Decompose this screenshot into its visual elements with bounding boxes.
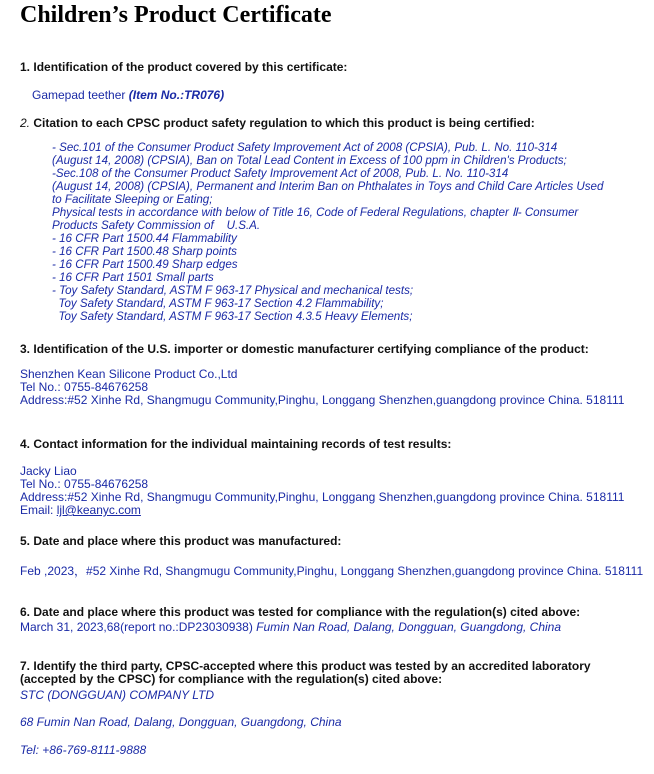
regulation-list [52,141,603,323]
test-info [20,620,561,634]
section-1-number: 1. [20,60,31,74]
test-place: Fumin Nan Road, Dalang, Dongguan, Guangdong, China [256,620,562,634]
section-6-heading [20,605,580,619]
regulation-line: Toy Safety Standard, ASTM F 963-17 Section 4.2 Flammability; [52,297,384,310]
section-2-number: 2. [20,116,31,130]
contact-name: Jacky Liao [20,464,77,478]
contact-email-line [20,504,624,517]
contact-block [20,465,624,517]
section-5-number: 5. [20,534,31,548]
regulation-line: - 16 CFR Part 1500.49 Sharp edges [52,258,238,271]
section-1-heading [20,60,347,74]
manufacture-info: Feb ,2023，#52 Xinhe Rd, Shangmugu Community,Pinghu, Longgang Shenzhen,guangdong province China. 518111 [20,564,644,578]
section-2-title: Citation to each CPSC product safety regulation to which this product is being certified: [33,116,535,130]
section-7-title: Identify the third party, CPSC-accepted where this product was tested by an accredited laboratory [33,659,591,673]
section-6-number: 6. [20,605,31,619]
regulation-line: - Toy Safety Standard, ASTM F 963-17 Physical and mechanical tests; [52,284,414,297]
regulation-line: - 16 CFR Part 1500.48 Sharp points [52,245,237,258]
test-date: March 31, 2023,68(report no.:DP23030938) [20,620,257,634]
section-4-title: Contact information for the individual maintaining records of test results: [33,437,452,451]
contact-tel: Tel No.: 0755-84676258 [20,477,149,491]
page-title: Children’s Product Certificate [20,2,332,28]
importer-company: Shenzhen Kean Silicone Product Co.,Ltd [20,367,238,381]
section-5-heading [20,534,341,548]
importer-tel: Tel No.: 0755-84676258 [20,380,149,394]
importer-block [20,368,624,407]
regulation-line: (August 14, 2008) (CPSIA), Permanent and Interim Ban on Phthalates in Toys and Child Care Articles Used [52,180,604,193]
regulation-line: -Sec.108 of the Consumer Product Safety Improvement Act of 2008, Pub. L. No. 110-314 [52,167,509,180]
section-6-title: Date and place where this product was tested for compliance with the regulation(s) cited above: [33,605,581,619]
regulation-line: to Facilitate Sleeping or Eating; [52,193,213,206]
lab-name: STC (DONGGUAN) COMPANY LTD [20,688,215,702]
regulation-line: Products Safety Commission of U.S.A. [52,219,261,232]
product-name: Gamepad teether [32,88,126,102]
section-1-title: Identification of the product covered by this certificate: [33,60,348,74]
section-1-product [32,88,224,102]
section-3-heading [20,342,589,356]
email-link[interactable]: ljl@keanyc.com [56,503,141,517]
regulation-line: Physical tests in accordance with below of Title 16, Code of Federal Regulations, chapter Ⅱ- Consumer [52,206,579,219]
section-2-heading [20,116,535,130]
regulation-line: Toy Safety Standard, ASTM F 963-17 Section 4.3.5 Heavy Elements; [52,310,413,323]
section-3-title: Identification of the U.S. importer or domestic manufacturer certifying compliance of the product: [33,342,589,356]
section-4-heading [20,437,451,451]
regulation-line: - Sec.101 of the Consumer Product Safety Improvement Act of 2008 (CPSIA), Pub. L. No. 110-314 [52,141,558,154]
regulation-line: (August 14, 2008) (CPSIA), Ban on Total Lead Content in Excess of 100 ppm in Children's Products; [52,154,567,167]
item-number: (Item No.:TR076) [128,88,225,102]
section-7-heading [20,660,591,686]
section-7-title-line-2: (accepted by the CPSC) for compliance with the regulation(s) cited above: [20,672,443,686]
importer-address: Address:#52 Xinhe Rd, Shangmugu Community,Pinghu, Longgang Shenzhen,guangdong province China. 518111 [20,393,625,407]
section-3-number: 3. [20,342,31,356]
regulation-line: - 16 CFR Part 1500.44 Flammability [52,232,237,245]
regulation-line: - 16 CFR Part 1501 Small parts [52,271,214,284]
contact-address: Address:#52 Xinhe Rd, Shangmugu Community,Pinghu, Longgang Shenzhen,guangdong province China. 518111 [20,490,625,504]
email-label: Email: [20,503,57,517]
lab-tel: Tel: +86-769-8111-9888 [20,743,147,757]
section-5-title: Date and place where this product was manufactured: [33,534,342,548]
section-4-number: 4. [20,437,31,451]
section-7-number: 7. [20,659,31,673]
lab-address: 68 Fumin Nan Road, Dalang, Dongguan, Guangdong, China [20,715,342,729]
